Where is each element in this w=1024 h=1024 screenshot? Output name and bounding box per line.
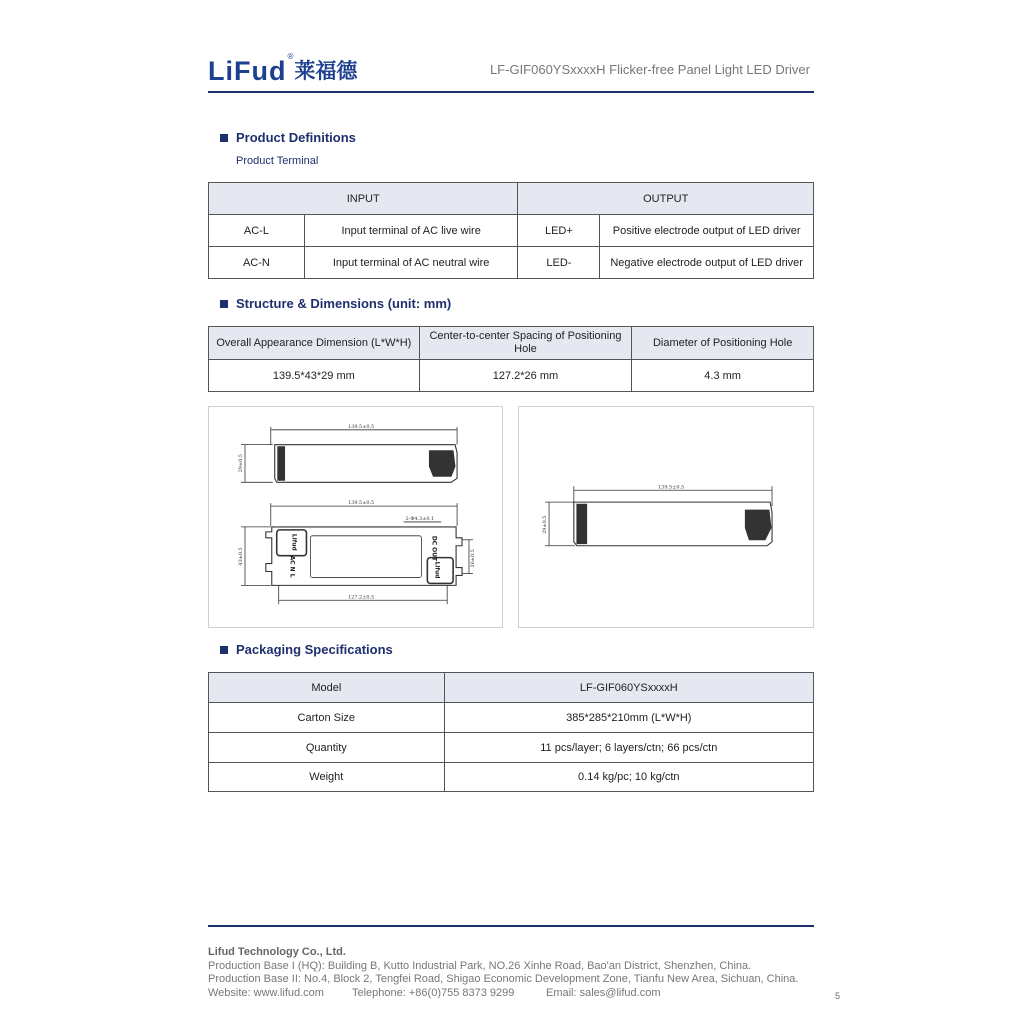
dim-length-label-2: 139.5±0.5 <box>348 500 375 507</box>
output-code: LED+ <box>518 215 600 247</box>
input-code: AC-N <box>209 247 305 279</box>
technical-drawing-side <box>518 406 814 628</box>
section-title-text: Packaging Specifications <box>236 642 393 657</box>
dimensions-table <box>208 326 814 392</box>
output-header: OUTPUT <box>518 183 814 215</box>
page-footer <box>208 946 798 1000</box>
packaging-table <box>208 672 814 792</box>
email-text: Email: sales@lifud.com <box>546 986 661 999</box>
input-header: INPUT <box>209 183 518 215</box>
header-divider <box>208 91 814 93</box>
dim-spacing-label: 127.2±0.5 <box>348 594 375 601</box>
dim-length-label: 139.5±0.5 <box>658 484 685 491</box>
packaging-value: 0.14 kg/pc; 10 kg/ctn <box>444 763 813 792</box>
dimension-value: 4.3 mm <box>632 360 814 392</box>
dimension-header: Center-to-center Spacing of Positioning Hole <box>419 327 632 360</box>
packaging-label: Model <box>209 673 445 703</box>
section-product-definitions <box>220 130 356 145</box>
table-row <box>209 673 814 703</box>
technical-drawing-front-top <box>208 406 503 628</box>
device-brand-print: Lifud <box>290 533 298 551</box>
production-base-2: Production Base II: No.4, Block 2, Tengfei Road, Shigao Economic Development Zone, Tianfu New Area, Sichuan, China. <box>208 973 799 985</box>
production-base-1: Production Base I (HQ): Building B, Kutto Industrial Park, NO.26 Xinhe Road, Bao'an District, Shenzhen, China. <box>208 959 752 972</box>
section-structure-dimensions <box>220 296 451 311</box>
contact-line <box>208 987 798 1001</box>
document-title: LF-GIF060YSxxxxH Flicker-free Panel Light LED Driver <box>489 62 810 77</box>
device-brand-print-2: Lifud <box>433 561 441 579</box>
logo-registered-mark: ® <box>287 52 294 61</box>
section-packaging <box>220 642 393 657</box>
dim-length-label: 139.5±0.5 <box>348 423 375 430</box>
input-code: AC-L <box>209 215 305 247</box>
drawing-svg <box>519 407 813 627</box>
page-header <box>208 52 814 94</box>
packaging-value: LF-GIF060YSxxxxH <box>444 673 813 703</box>
company-name: Lifud Technology Co., Ltd. <box>208 946 346 958</box>
packaging-label: Carton Size <box>209 703 445 733</box>
dimension-value: 139.5*43*29 mm <box>209 360 420 392</box>
input-description: Input terminal of AC live wire <box>304 215 518 247</box>
footer-divider <box>208 925 814 927</box>
dim-hole-label: 2-Φ4.3±0.1 <box>405 515 435 522</box>
device-dc-print: DC OUT <box>430 535 438 562</box>
product-terminal-subtitle: Product Terminal <box>236 155 319 167</box>
square-bullet-icon <box>220 646 228 654</box>
drawing-svg <box>209 407 502 627</box>
packaging-label: Quantity <box>209 733 445 763</box>
website-text: Website: www.lifud.com <box>208 986 324 999</box>
telephone-text: Telephone: +86(0)755 8373 9299 <box>352 986 515 999</box>
logo-chinese-text: 莱福德 <box>294 59 358 83</box>
dimension-header: Diameter of Positioning Hole <box>632 327 814 360</box>
dim-height-label: 29±0.5 <box>238 454 245 473</box>
table-row <box>209 215 814 247</box>
output-code: LED- <box>518 247 600 279</box>
dim-width-label: 43±0.5 <box>238 547 245 566</box>
table-row <box>209 703 814 733</box>
packaging-value: 11 pcs/layer; 6 layers/ctn; 66 pcs/ctn <box>444 733 813 763</box>
table-row <box>209 733 814 763</box>
device-ac-print: AC N L <box>288 555 296 578</box>
input-description: Input terminal of AC neutral wire <box>304 247 518 279</box>
dim-spacing-width-label: 26±0.5 <box>469 549 476 568</box>
table-row <box>209 763 814 792</box>
section-title-text: Structure & Dimensions (unit: mm) <box>236 296 452 311</box>
section-title-text: Product Definitions <box>236 130 356 145</box>
output-description: Negative electrode output of LED driver <box>600 247 814 279</box>
lifud-logo <box>208 52 357 86</box>
dim-height-label: 29±0.5 <box>542 515 549 534</box>
packaging-value: 385*285*210mm (L*W*H) <box>444 703 813 733</box>
packaging-label: Weight <box>209 763 445 792</box>
page-number: 5 <box>835 991 841 1001</box>
square-bullet-icon <box>220 134 228 142</box>
dimension-header: Overall Appearance Dimension (L*W*H) <box>209 327 420 360</box>
table-row <box>209 247 814 279</box>
output-description: Positive electrode output of LED driver <box>600 215 814 247</box>
logo-latin-text: LiFud <box>208 56 287 86</box>
terminal-table <box>208 182 814 279</box>
square-bullet-icon <box>220 300 228 308</box>
dimension-value: 127.2*26 mm <box>419 360 632 392</box>
table-row <box>209 360 814 392</box>
